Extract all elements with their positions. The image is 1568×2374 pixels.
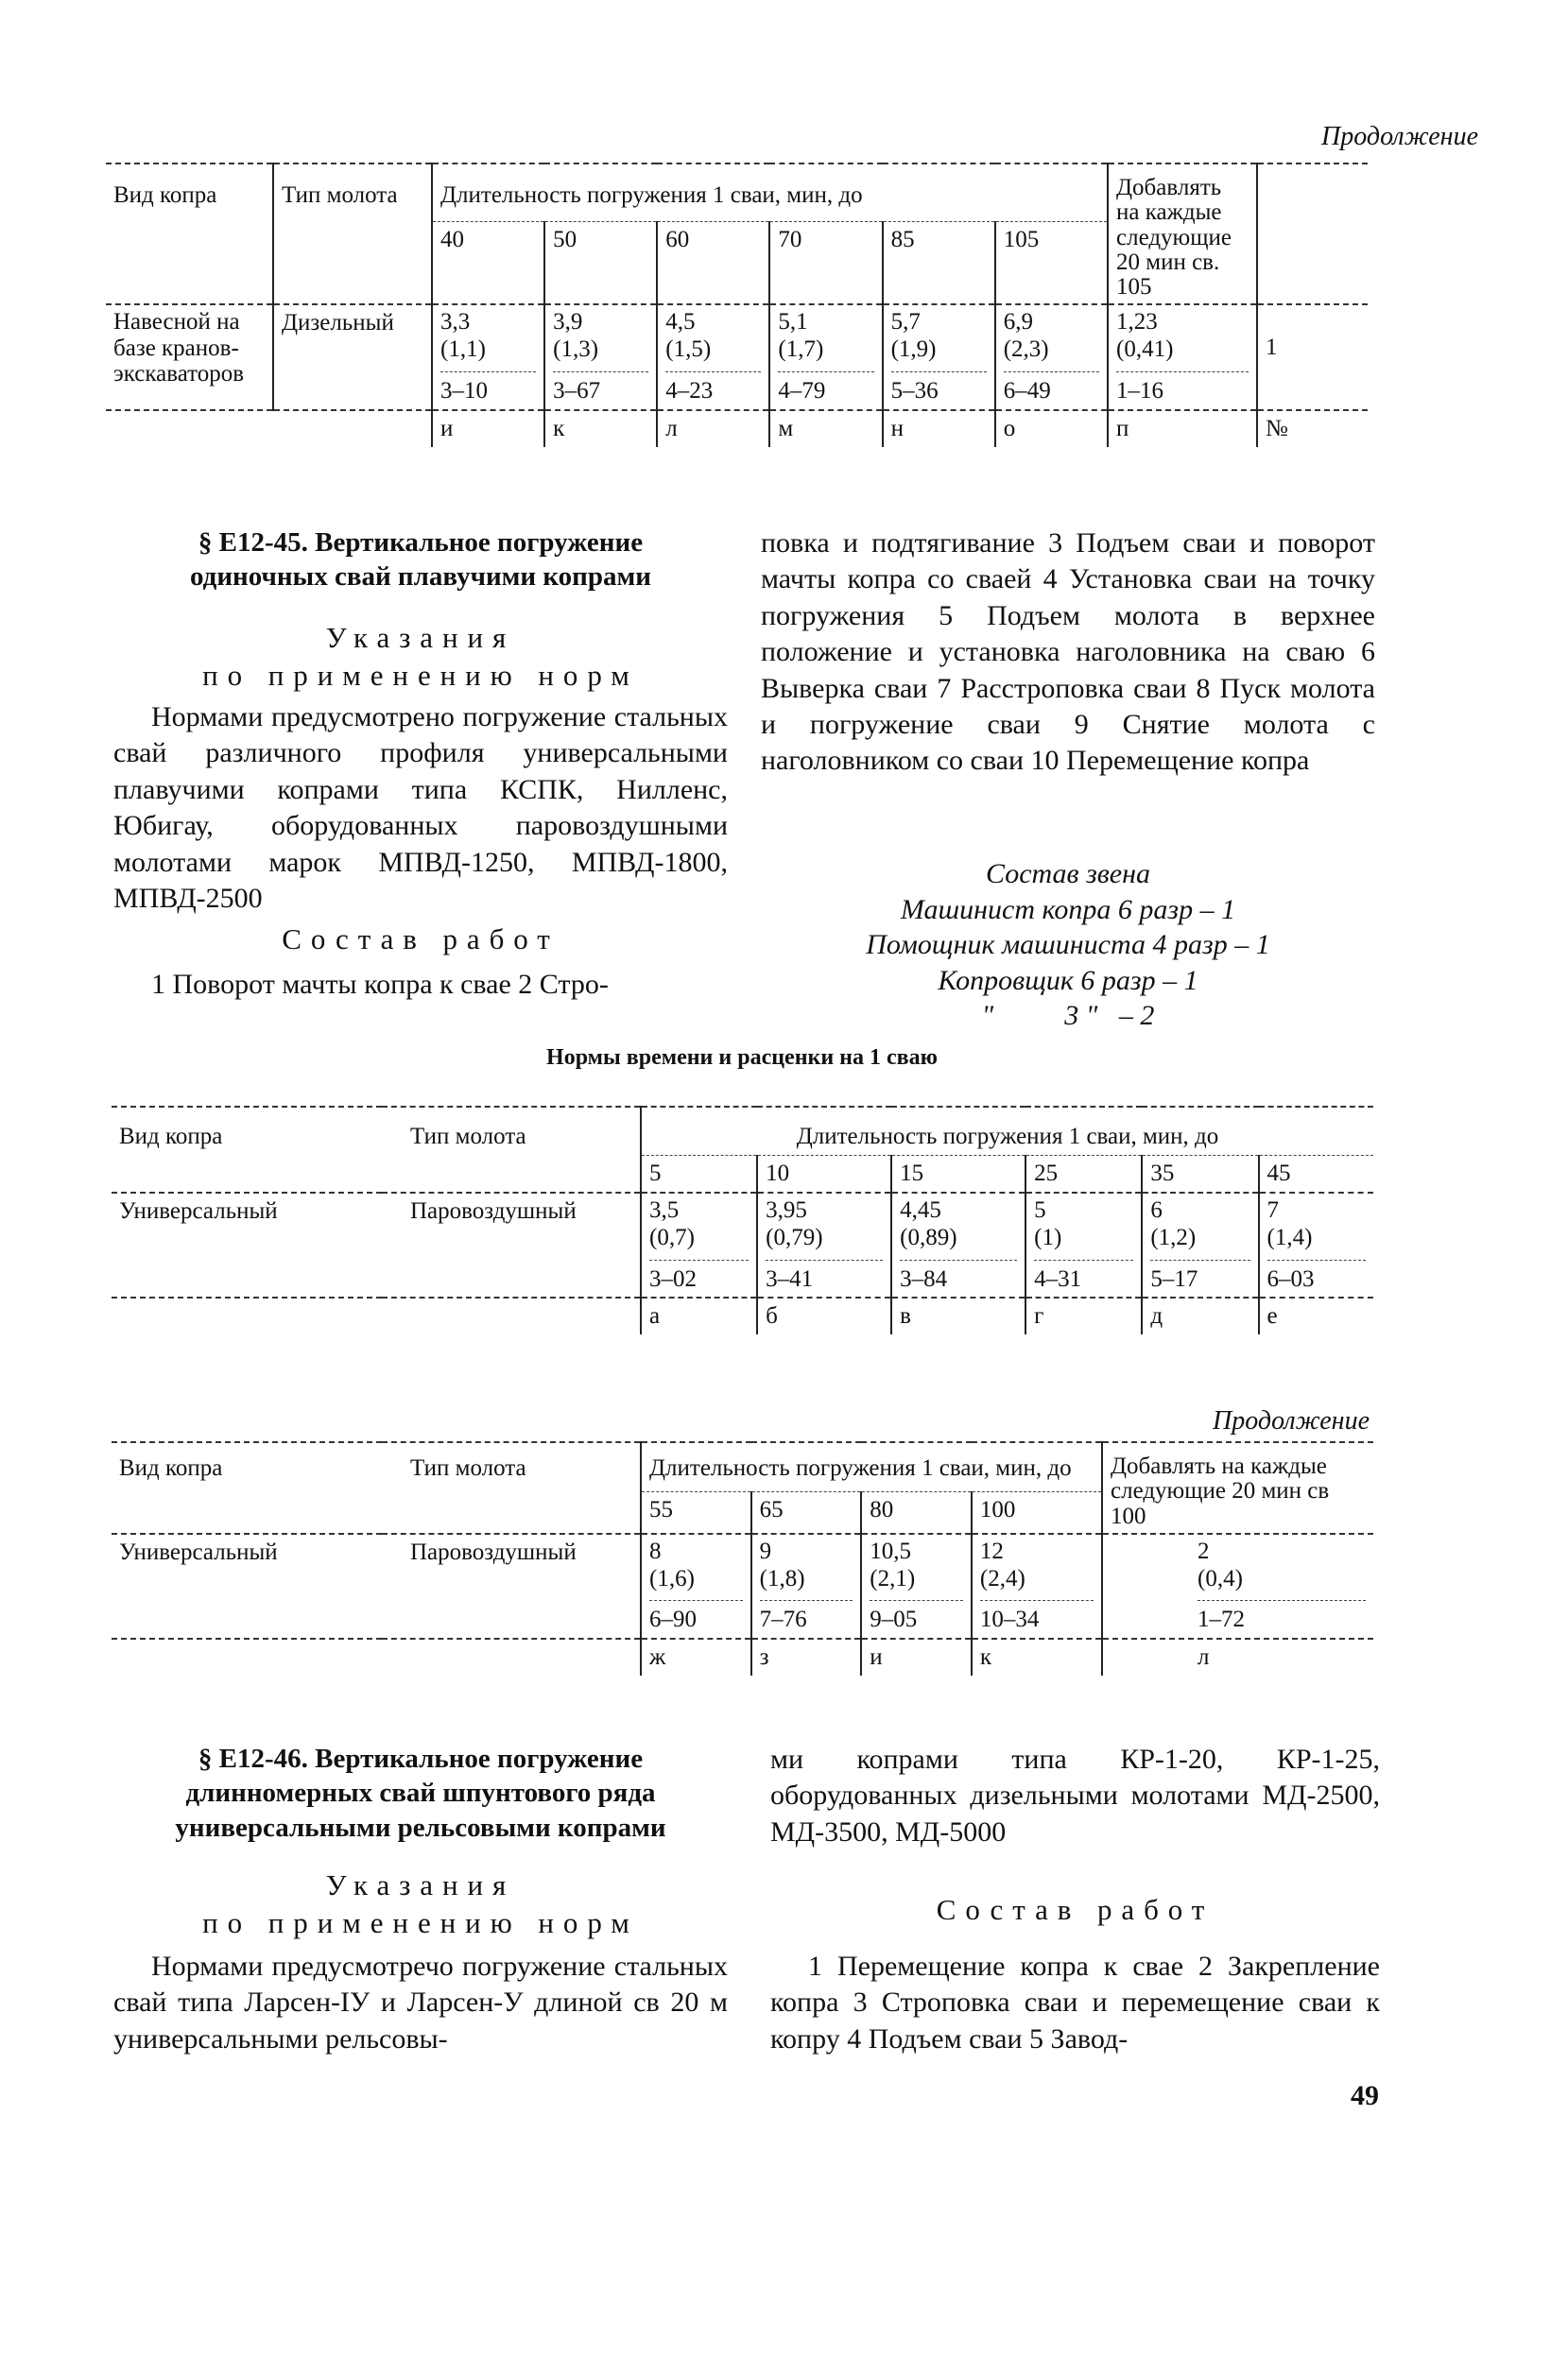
column-letter: о bbox=[995, 410, 1108, 447]
crew-line: " 3 " – 2 bbox=[981, 1000, 1155, 1031]
header-hammer: Тип молота bbox=[410, 1124, 526, 1149]
section-46-text: Нормами предусмотречо погружение стальных свай типа Ларсен-IУ и Ларсен-У длиной св 20 м универсальными рельсовы- bbox=[113, 1951, 728, 2055]
column-letter: м bbox=[769, 410, 882, 447]
norm-table-1 bbox=[106, 163, 1368, 447]
table-cell: 10,5 (2,1) 9–05 bbox=[861, 1534, 972, 1639]
column-letter: в bbox=[891, 1298, 1025, 1334]
table-cell: 3,9 (1,3) 3–67 bbox=[544, 304, 657, 409]
duration-col: 45 bbox=[1259, 1156, 1373, 1194]
letter-row bbox=[106, 410, 1368, 447]
column-letter: № bbox=[1257, 410, 1368, 447]
table-cell: 5,1 (1,7) 4–79 bbox=[769, 304, 882, 409]
crew-title: Состав звена bbox=[985, 858, 1150, 889]
table-cell: 2 (0,4) 1–72 bbox=[1102, 1534, 1373, 1639]
section-46-works-heading: Состав работ bbox=[936, 1893, 1215, 1926]
section-45-title: § Е12-45. Вертикальное погружение одиночных свай плавучими копрами bbox=[189, 527, 651, 593]
column-letter: ж bbox=[641, 1639, 751, 1676]
duration-col: 65 bbox=[751, 1492, 862, 1534]
column-letter: и bbox=[432, 410, 544, 447]
table-cell: 4,45 (0,89) 3–84 bbox=[891, 1193, 1025, 1298]
column-letter: б bbox=[757, 1298, 891, 1334]
table-row bbox=[112, 1534, 1373, 1639]
table-caption: Нормы времени и расценки на 1 сваю bbox=[546, 1045, 938, 1070]
norm-table-2 bbox=[112, 1106, 1373, 1334]
section-45-works-start: 1 Поворот мачты копра к свае 2 Стро- bbox=[151, 969, 609, 1000]
header-hammer: Тип молота bbox=[273, 163, 432, 304]
duration-col: 40 bbox=[432, 222, 544, 304]
duration-col: 60 bbox=[657, 222, 769, 304]
duration-col: 55 bbox=[641, 1492, 751, 1534]
column-letter: д bbox=[1142, 1298, 1258, 1334]
duration-col: 10 bbox=[757, 1156, 891, 1194]
row-kind: Универсальный bbox=[119, 1539, 278, 1565]
row-kind: Универсальный bbox=[119, 1198, 278, 1224]
duration-col: 105 bbox=[995, 222, 1108, 304]
duration-col: 15 bbox=[891, 1156, 1025, 1194]
crew-line: Копровщик 6 разр – 1 bbox=[938, 964, 1198, 996]
table-cell: 9 (1,8) 7–76 bbox=[751, 1534, 862, 1639]
table-cell: 5 (1) 4–31 bbox=[1025, 1193, 1142, 1298]
continuation-label: Продолжение bbox=[1213, 1406, 1370, 1436]
duration-col: 5 bbox=[641, 1156, 757, 1194]
letter-row bbox=[112, 1639, 1373, 1676]
column-letter: и bbox=[861, 1639, 972, 1676]
header-add: Добавлять на каждые следующие 20 мин св. 105 bbox=[1108, 163, 1257, 304]
column-letter: е bbox=[1259, 1298, 1373, 1334]
duration-col: 85 bbox=[883, 222, 995, 304]
section-45-works-heading: Состав работ bbox=[282, 922, 560, 955]
table-cell: 3,3 (1,1) 3–10 bbox=[432, 304, 544, 409]
duration-col: 25 bbox=[1025, 1156, 1142, 1194]
table-cell: 7 (1,4) 6–03 bbox=[1259, 1193, 1373, 1298]
column-letter: л bbox=[657, 410, 769, 447]
duration-col: 70 bbox=[769, 222, 882, 304]
letter-row bbox=[112, 1298, 1373, 1334]
column-letter: л bbox=[1102, 1639, 1373, 1676]
header-duration: Длительность погружения 1 сваи, мин, до bbox=[432, 163, 1108, 222]
duration-col: 50 bbox=[544, 222, 657, 304]
table-cell: 8 (1,6) 6–90 bbox=[641, 1534, 751, 1639]
row-hammer: Паровоздушный bbox=[410, 1539, 577, 1565]
section-46-text-continued: ми копрами типа КР-1-20, КР-1-25, оборудованных дизельными молотами МД-2500, МД-3500, МД-5000 bbox=[770, 1744, 1380, 1848]
column-letter: а bbox=[641, 1298, 757, 1334]
crew-composition bbox=[761, 856, 1375, 1034]
table-cell: 3,5 (0,7) 3–02 bbox=[641, 1193, 757, 1298]
crew-line: Помощник машиниста 4 разр – 1 bbox=[866, 929, 1270, 960]
header-add: Добавлять на каждые следующие 20 мин св 100 bbox=[1102, 1442, 1373, 1534]
norm-table-3 bbox=[112, 1441, 1373, 1676]
table-cell: 6,9 (2,3) 6–49 bbox=[995, 304, 1108, 409]
page-number: 49 bbox=[1351, 2080, 1379, 2111]
table-cell: 12 (2,4) 10–34 bbox=[972, 1534, 1102, 1639]
row-hammer: Дизельный bbox=[273, 304, 432, 409]
section-46-title: § Е12-46. Вертикальное погружение длинномерных свай шпунтового ряда универсальными рельсовыми копрами bbox=[175, 1744, 666, 1843]
column-letter: п bbox=[1108, 410, 1257, 447]
table-cell: 3,95 (0,79) 3–41 bbox=[757, 1193, 891, 1298]
crew-line: Машинист копра 6 разр – 1 bbox=[900, 893, 1236, 925]
section-45-text: Нормами предусмотрено погружение стальных свай различного профиля универсальными плавучими копрами типа КСПК, Нилленс, Юбигау, оборудованных паровоздушными молотами марок МПВД-1250, МПВД-1800, МПВД-2500 bbox=[113, 701, 728, 914]
row-kind: Навесной на базе кранов-экскаваторов bbox=[113, 309, 245, 387]
header-kind: Вид копра bbox=[119, 1124, 223, 1149]
section-46-instructions-heading: Указания по применению норм bbox=[202, 1868, 639, 1940]
section-45-instructions-heading: Указания по применению норм bbox=[202, 621, 639, 693]
column-letter: г bbox=[1025, 1298, 1142, 1334]
column-letter: з bbox=[751, 1639, 862, 1676]
duration-col: 80 bbox=[861, 1492, 972, 1534]
header-duration: Длительность погружения 1 сваи, мин, до bbox=[641, 1442, 1102, 1492]
header-hammer: Тип молота bbox=[410, 1455, 526, 1481]
section-45-works-continued: повка и подтягивание 3 Подъем сваи и поворот мачты копра со сваей 4 Установка сваи на точку погружения 5 Подъем молота в верхнее положение и установка наголовника на сваю 6 Выверка сваи 7 Расстроповка сваи 8 Пуск молота и погружение сваи 9 Снятие молота с наголовником со сваи 10 Перемещение копра bbox=[761, 527, 1375, 777]
column-letter: к bbox=[972, 1639, 1102, 1676]
table-cell: 4,5 (1,5) 4–23 bbox=[657, 304, 769, 409]
header-kind: Вид копра bbox=[119, 1455, 223, 1481]
continuation-label: Продолжение bbox=[1321, 122, 1478, 151]
header-kind: Вид копра bbox=[113, 182, 217, 208]
section-46-works: 1 Перемещение копра к свае 2 Закрепление копра 3 Строповка сваи и перемещение сваи к копру 4 Подъем сваи 5 Завод- bbox=[770, 1951, 1380, 2055]
duration-col: 35 bbox=[1142, 1156, 1258, 1194]
table-cell: 5,7 (1,9) 5–36 bbox=[883, 304, 995, 409]
row-hammer: Паровоздушный bbox=[410, 1198, 577, 1224]
header-duration: Длительность погружения 1 сваи, мин, до bbox=[641, 1107, 1373, 1156]
column-letter: н bbox=[883, 410, 995, 447]
table-cell: 6 (1,2) 5–17 bbox=[1142, 1193, 1258, 1298]
row-number: 1 bbox=[1257, 304, 1368, 409]
duration-col: 100 bbox=[972, 1492, 1102, 1534]
table-row bbox=[112, 1193, 1373, 1298]
column-letter: к bbox=[544, 410, 657, 447]
table-row bbox=[106, 304, 1368, 409]
table-cell: 1,23 (0,41) 1–16 bbox=[1108, 304, 1257, 409]
